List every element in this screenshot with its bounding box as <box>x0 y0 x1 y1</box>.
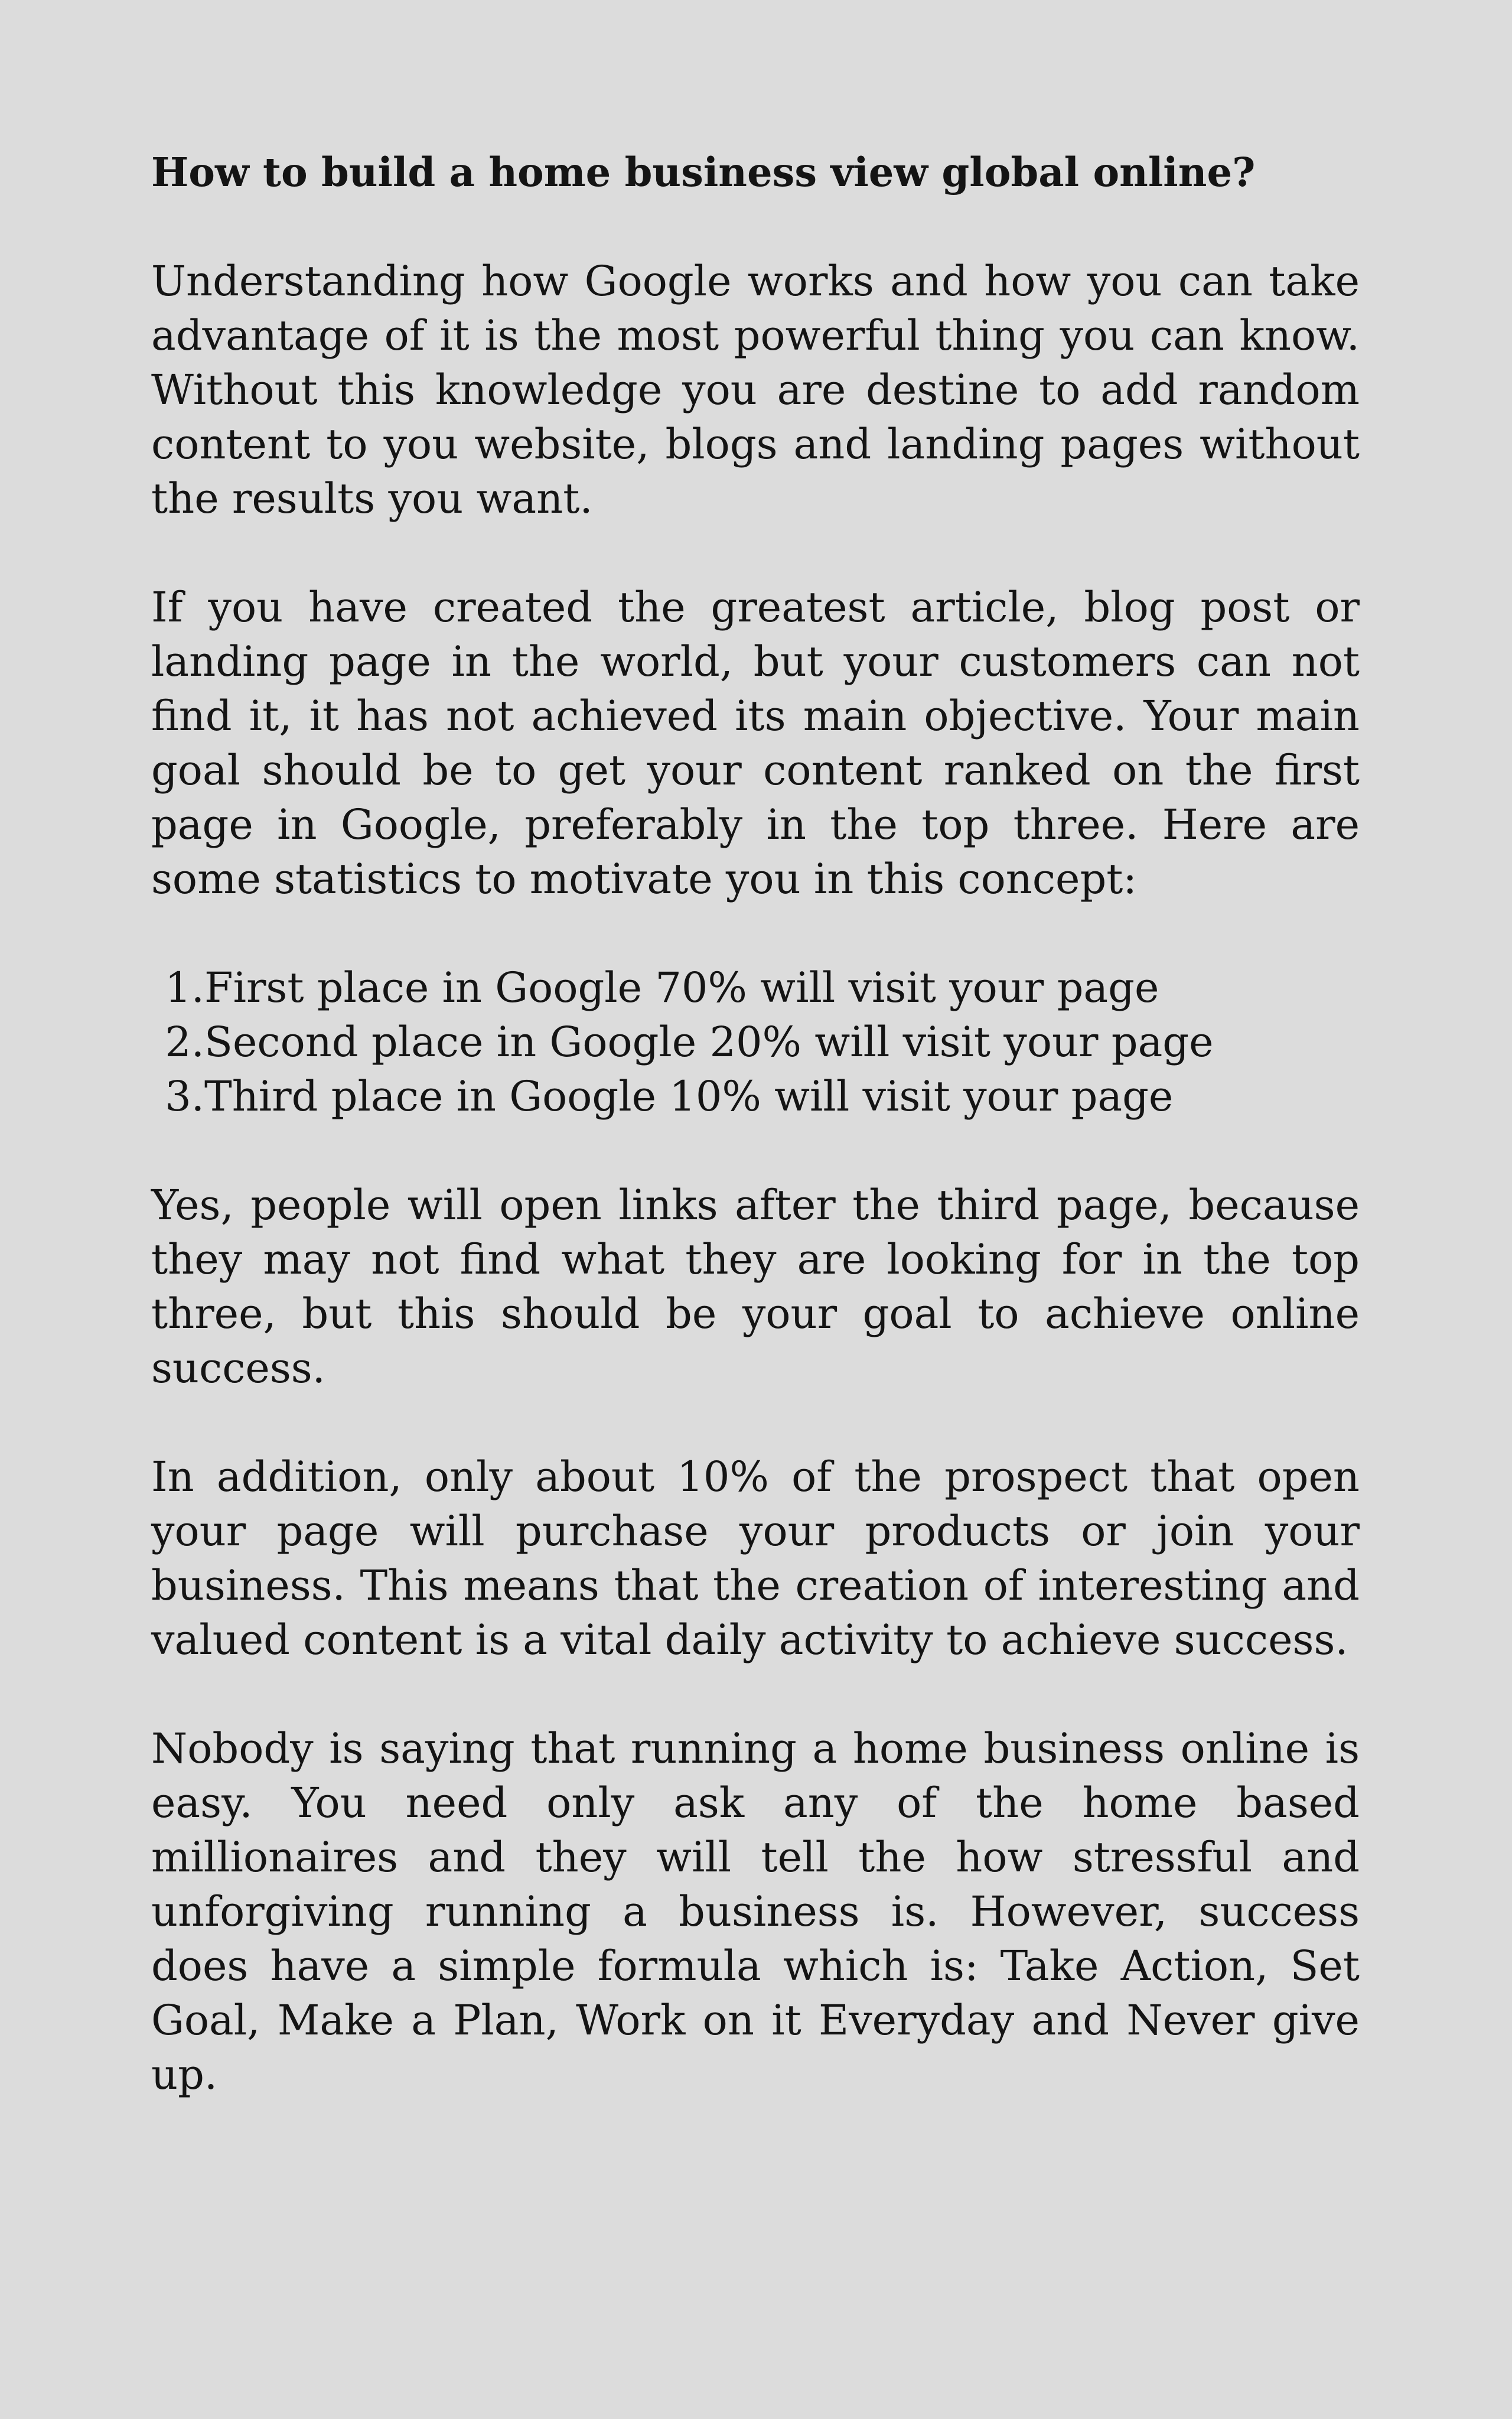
document-heading: How to build a home business view global online? <box>151 149 1256 196</box>
spacer <box>151 526 1360 580</box>
statistics-list <box>151 961 1360 1124</box>
list-item-text: Third place in Google 10% will visit your page <box>204 1072 1174 1121</box>
paragraph-greatest-article: If you have created the greatest article, blog post or landing page in the world, but your customers can not find it, it has not achieved its main objective. Your main goal should be to get your content ranked on the first page in Google, preferably in the top three. Here are some statistics to motivate you in this concept: <box>151 583 1360 903</box>
spacer <box>151 1667 1360 1721</box>
spacer <box>151 1124 1360 1178</box>
document-body <box>151 145 1360 2102</box>
paragraph-success-formula: Nobody is saying that running a home business online is easy. You need only ask any of the home based millionaires and they will tell the how stressful and unforgiving running a business is. However, success does have a simple formula which is: Take Action, Set Goal, Make a Plan, Work on it Everyday and Never give up. <box>151 1724 1360 2099</box>
spacer <box>151 200 1360 254</box>
paragraph-prospect-purchase: In addition, only about 10% of the prospect that open your page will purchase your products or join your business. This means that the creation of interesting and valued content is a vital daily activity to achieve success. <box>151 1453 1360 1664</box>
list-item-text: Second place in Google 20% will visit your page <box>204 1018 1214 1066</box>
list-item <box>151 1015 1360 1069</box>
list-item-text: First place in Google 70% will visit your page <box>204 963 1159 1012</box>
list-item-number: 2. <box>165 1018 204 1066</box>
paragraph-third-page: Yes, people will open links after the third page, because they may not find what they are looking for in the top three, but this should be your goal to achieve online success. <box>151 1181 1360 1392</box>
list-item-number: 3. <box>165 1072 204 1121</box>
spacer <box>151 1395 1360 1450</box>
list-item <box>151 961 1360 1015</box>
list-item-number: 1. <box>165 963 204 1012</box>
list-item <box>151 1069 1360 1124</box>
paragraph-understanding-google: Understanding how Google works and how you can take advantage of it is the most powerful thing you can know. Without this knowledge you are destine to add random content to you website, blogs and landing pages without the results you want. <box>151 257 1360 523</box>
spacer <box>151 906 1360 961</box>
